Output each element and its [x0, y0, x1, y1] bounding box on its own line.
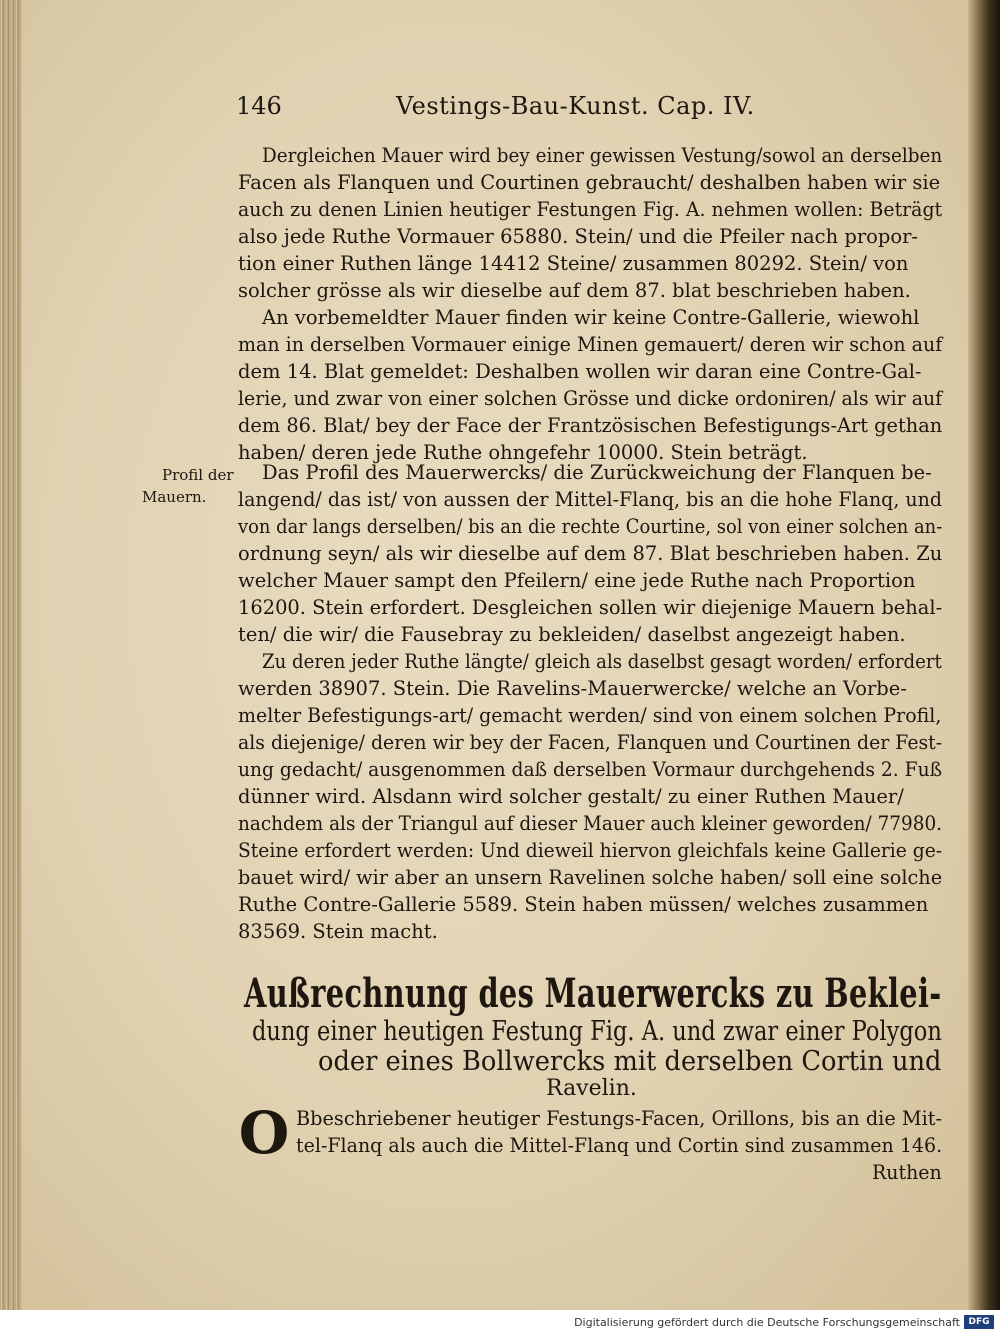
text-line: werden 38907. Stein. Die Ravelins-Mauerwercke/ welche an Vorbe-: [238, 677, 907, 700]
marginal-note: Mauern.: [142, 488, 207, 506]
text-line: langend/ das ist/ von aussen der Mittel-Flanq, bis an die hohe Flanq, und: [238, 488, 943, 511]
text-line: als diejenige/ deren wir bey der Facen, Flanquen und Courtinen der Fest-: [238, 731, 943, 754]
section-heading-line: Ravelin.: [546, 1076, 637, 1101]
text-line: ordnung seyn/ als wir dieselbe auf dem 87. Blat beschrieben haben. Zu: [238, 542, 943, 565]
text-line: 83569. Stein macht.: [238, 920, 438, 943]
text-line: An vorbemeldter Mauer finden wir keine Contre-Gallerie, wiewohl: [262, 306, 920, 329]
text-line: Facen als Flanquen und Courtinen gebraucht/ deshalben haben wir sie: [238, 171, 941, 194]
text-line: Das Profil des Mauerwercks/ die Zurückweichung der Flanquen be-: [262, 461, 932, 484]
text-line: lerie, und zwar von einer solchen Grösse und dicke ordoniren/ als wir auf: [238, 387, 943, 410]
section-heading-line: oder eines Bollwercks mit derselben Cortin und: [318, 1046, 942, 1077]
text-line: tel-Flanq als auch die Mittel-Flanq und Cortin sind zusammen 146.: [296, 1134, 943, 1157]
catchword: Ruthen: [872, 1161, 942, 1184]
section-heading: Außrechnung des Mauerwercks zu Beklei-: [244, 970, 942, 1017]
text-line: Steine erfordert werden: Und dieweil hiervon gleichfals keine Gallerie ge-: [238, 839, 943, 862]
text-line: tion einer Ruthen länge 14412 Steine/ zusammen 80292. Stein/ von: [238, 252, 909, 275]
page-header: [236, 92, 936, 128]
footer-bar: [0, 1310, 1000, 1337]
text-line: Dergleichen Mauer wird bey einer gewissen Vestung/sowol an derselben: [262, 144, 943, 167]
text-line: dem 86. Blat/ bey der Face der Frantzösischen Befestigungs-Art gethan: [238, 414, 943, 437]
text-line: auch zu denen Linien heutiger Festungen Fig. A. nehmen wollen: Beträgt: [238, 198, 943, 221]
text-line: welcher Mauer sampt den Pfeilern/ eine jede Ruthe nach Proportion: [238, 569, 916, 592]
text-line: melter Befestigungs-art/ gemacht werden/ sind von einem solchen Profil,: [238, 704, 942, 727]
text-line: ten/ die wir/ die Fausebray zu bekleiden/ daselbst angezeigt haben.: [238, 623, 906, 646]
text-line: haben/ deren jede Ruthe ohngefehr 10000. Stein beträgt.: [238, 441, 808, 464]
text-line: ung gedacht/ ausgenommen daß derselben Vormaur durchgehends 2. Fuß: [238, 758, 943, 781]
running-title: Vestings-Bau-Kunst. Cap. IV.: [396, 92, 755, 120]
funding-credit: Digitalisierung gefördert durch die Deutsche Forschungsgemeinschaft: [574, 1316, 960, 1329]
text-line: Bbeschriebener heutiger Festungs-Facen, Orillons, bis an die Mit-: [296, 1107, 943, 1130]
text-line: von dar langs derselben/ bis an die rechte Courtine, sol von einer solchen an-: [238, 515, 943, 538]
dfg-logo: DFG: [964, 1315, 994, 1329]
text-line: solcher grösse als wir dieselbe auf dem 87. blat beschrieben haben.: [238, 279, 911, 302]
text-line: dünner wird. Alsdann wird solcher gestalt/ zu einer Ruthen Mauer/: [238, 785, 904, 808]
drop-cap-initial: O: [238, 1099, 290, 1167]
text-line: nachdem als der Triangul auf dieser Mauer auch kleiner geworden/ 77980.: [238, 812, 943, 835]
text-line: man in derselben Vormauer einige Minen gemauert/ deren wir schon auf: [238, 333, 943, 356]
text-line: Ruthe Contre-Gallerie 5589. Stein haben müssen/ welches zusammen: [238, 893, 929, 916]
text-line: 16200. Stein erfordert. Desgleichen sollen wir diejenige Mauern behal-: [238, 596, 943, 619]
page-number: 146: [236, 92, 282, 120]
text-line: also jede Ruthe Vormauer 65880. Stein/ und die Pfeiler nach propor-: [238, 225, 919, 248]
marginal-note: Profil der: [162, 466, 234, 484]
text-line: dem 14. Blat gemeldet: Deshalben wollen wir daran eine Contre-Gal-: [238, 360, 922, 383]
section-heading-line: dung einer heutigen Festung Fig. A. und zwar einer Polygon: [252, 1016, 942, 1047]
text-line: Zu deren jeder Ruthe längte/ gleich als daselbst gesagt worden/ erfordert: [262, 650, 942, 673]
text-line: bauet wird/ wir aber an unsern Ravelinen solche haben/ soll eine solche: [238, 866, 943, 889]
